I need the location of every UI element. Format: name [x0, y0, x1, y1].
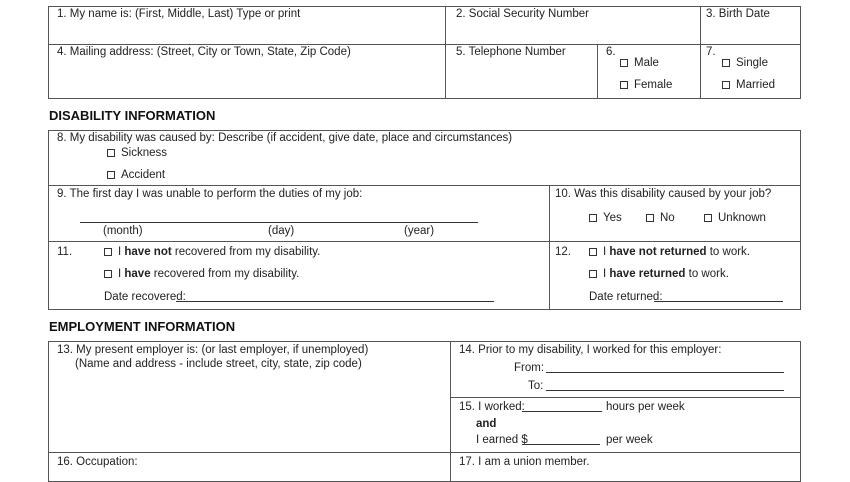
not-recovered-text-post: recovered from my disability.: [171, 246, 321, 258]
sickness-label: Sickness: [121, 147, 168, 159]
cause-label: 8. My disability was caused by: Describe (if accident, give date, place and circumstances): [57, 132, 513, 144]
year-caption: (year): [404, 225, 435, 237]
ssn-label: 2. Social Security Number: [456, 8, 589, 20]
birth-date-label: 3. Birth Date: [706, 8, 770, 20]
not-returned-text-post: to work.: [706, 246, 750, 258]
from-label: From:: [514, 362, 545, 374]
single-label: Single: [736, 57, 768, 69]
female-option[interactable]: [620, 79, 672, 91]
unknown-checkbox[interactable]: [704, 214, 712, 222]
recovered-text-pre: I: [118, 268, 125, 280]
not-recovered-option[interactable]: [104, 246, 320, 258]
date-recovered-line[interactable]: [176, 301, 494, 302]
female-checkbox[interactable]: [620, 81, 628, 89]
male-checkbox[interactable]: [620, 59, 628, 67]
to-date-line[interactable]: [546, 390, 784, 391]
yes-label: Yes: [603, 212, 622, 224]
female-label: Female: [634, 79, 673, 91]
no-option[interactable]: [646, 212, 675, 224]
job-caused-label: 10. Was this disability caused by your job?: [555, 188, 772, 200]
date-recovered-label: Date recovered:: [104, 291, 186, 303]
earnings-line[interactable]: [522, 444, 600, 445]
no-label: No: [660, 212, 675, 224]
recovery-number: 11.: [57, 246, 73, 258]
not-returned-text-pre: I: [603, 246, 610, 258]
employer-label: 13. My present employer is: (or last employer, if unemployed): [57, 344, 369, 356]
sickness-checkbox[interactable]: [107, 149, 115, 157]
married-label: Married: [736, 79, 775, 91]
single-checkbox[interactable]: [722, 59, 730, 67]
worked-label: 15. I worked:: [459, 401, 525, 413]
male-label: Male: [634, 57, 659, 69]
recovered-option[interactable]: [104, 268, 299, 280]
not-recovered-text-bold: have not: [124, 246, 172, 258]
not-returned-text-bold: have not returned: [609, 246, 707, 258]
married-option[interactable]: [722, 79, 775, 91]
recovered-checkbox[interactable]: [104, 270, 112, 278]
accident-label: Accident: [121, 169, 166, 181]
name-label: 1. My name is: (First, Middle, Last) Type or print: [57, 8, 301, 20]
male-option[interactable]: [620, 57, 659, 69]
no-checkbox[interactable]: [646, 214, 654, 222]
prior-work-label: 14. Prior to my disability, I worked for this employer:: [459, 344, 722, 356]
not-recovered-checkbox[interactable]: [104, 248, 112, 256]
unknown-option[interactable]: [704, 212, 766, 224]
not-recovered-text-pre: I: [118, 246, 125, 258]
not-returned-checkbox[interactable]: [589, 248, 597, 256]
accident-option[interactable]: [107, 169, 165, 181]
hours-per-week-label: hours per week: [606, 401, 685, 413]
and-label: and: [476, 418, 497, 430]
returned-text-post: to work.: [685, 268, 729, 280]
returned-checkbox[interactable]: [589, 270, 597, 278]
returned-text-bold: have returned: [609, 268, 686, 280]
first-day-label: 9. The first day I was unable to perform the duties of my job:: [57, 188, 363, 200]
date-returned-line[interactable]: [654, 301, 783, 302]
not-returned-option[interactable]: [589, 246, 750, 258]
marital-number: 7.: [706, 46, 716, 58]
employer-sublabel: (Name and address - include street, city, state, zip code): [75, 358, 362, 370]
unknown-label: Unknown: [718, 212, 766, 224]
per-week-label: per week: [606, 434, 653, 446]
day-caption: (day): [268, 225, 295, 237]
returned-option[interactable]: [589, 268, 729, 280]
month-caption: (month): [103, 225, 143, 237]
recovered-text-bold: have: [124, 268, 151, 280]
to-label: To:: [528, 380, 544, 392]
union-label: 17. I am a union member.: [459, 456, 590, 468]
return-number: 12.: [555, 246, 571, 258]
disability-heading: DISABILITY INFORMATION: [49, 108, 216, 123]
returned-text-pre: I: [603, 268, 610, 280]
employment-heading: EMPLOYMENT INFORMATION: [49, 319, 236, 334]
sickness-option[interactable]: [107, 147, 167, 159]
yes-option[interactable]: [589, 212, 622, 224]
from-date-line[interactable]: [546, 372, 784, 373]
earned-label: I earned $: [476, 434, 528, 446]
occupation-label: 16. Occupation:: [57, 456, 138, 468]
recovered-text-post: recovered from my disability.: [150, 268, 300, 280]
yes-checkbox[interactable]: [589, 214, 597, 222]
hours-worked-line[interactable]: [522, 411, 602, 412]
date-returned-label: Date returned:: [589, 291, 663, 303]
first-day-date-line[interactable]: [80, 222, 478, 223]
phone-label: 5. Telephone Number: [456, 46, 566, 58]
address-label: 4. Mailing address: (Street, City or Town, State, Zip Code): [57, 46, 351, 58]
gender-number: 6.: [606, 46, 616, 58]
married-checkbox[interactable]: [722, 81, 730, 89]
single-option[interactable]: [722, 57, 768, 69]
accident-checkbox[interactable]: [107, 171, 115, 179]
